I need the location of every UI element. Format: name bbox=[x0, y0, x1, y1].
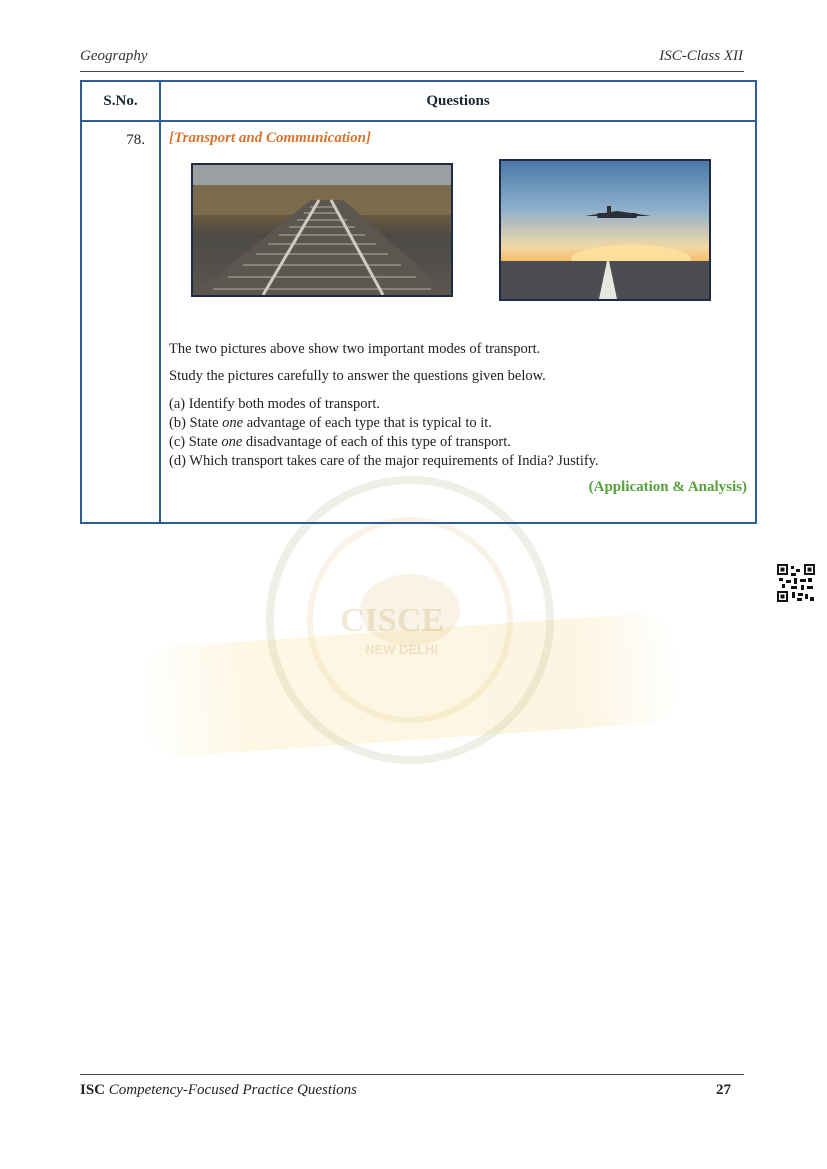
page-number: 27 bbox=[716, 1082, 731, 1098]
col-questions-header: Questions bbox=[160, 81, 756, 121]
list-item: (a) Identify both modes of transport. bbox=[169, 395, 381, 412]
header-subject: Geography bbox=[80, 48, 148, 64]
footer-rule bbox=[80, 1074, 744, 1075]
question-topic: [Transport and Communication] bbox=[169, 130, 371, 146]
railway-track-image bbox=[191, 163, 453, 297]
aeroplane-runway-image bbox=[499, 159, 711, 301]
questions-table bbox=[80, 80, 757, 524]
watermark-name: CISCE bbox=[340, 602, 444, 639]
col-sno-header: S.No. bbox=[81, 81, 160, 121]
footer-subtitle: Competency-Focused Practice Questions bbox=[108, 1082, 358, 1098]
header-class: ISC-Class XII bbox=[659, 48, 743, 64]
list-item: (b) State one advantage of each type that is typical to it. bbox=[169, 414, 492, 431]
list-item: (c) State one disadvantage of each of this type of transport. bbox=[169, 433, 511, 450]
question-intro: The two pictures above show two important modes of transport. bbox=[169, 341, 541, 357]
question-list bbox=[169, 395, 747, 472]
question-body bbox=[160, 121, 756, 523]
question-category: (Application & Analysis) bbox=[588, 479, 747, 496]
qr-code-icon[interactable] bbox=[777, 564, 815, 602]
question-number: 78. bbox=[81, 121, 160, 523]
list-item: (d) Which transport takes care of the major requirements of India? Justify. bbox=[169, 453, 599, 470]
watermark-place: NEW DELHI bbox=[365, 642, 438, 657]
table-row bbox=[81, 121, 756, 523]
header-rule bbox=[80, 71, 744, 72]
footer-brand: ISC bbox=[80, 1082, 106, 1098]
question-instruction: Study the pictures carefully to answer the questions given below. bbox=[169, 367, 546, 384]
footer-title bbox=[80, 1082, 357, 1099]
table-header-row bbox=[81, 81, 756, 121]
question-pictures bbox=[169, 147, 747, 312]
